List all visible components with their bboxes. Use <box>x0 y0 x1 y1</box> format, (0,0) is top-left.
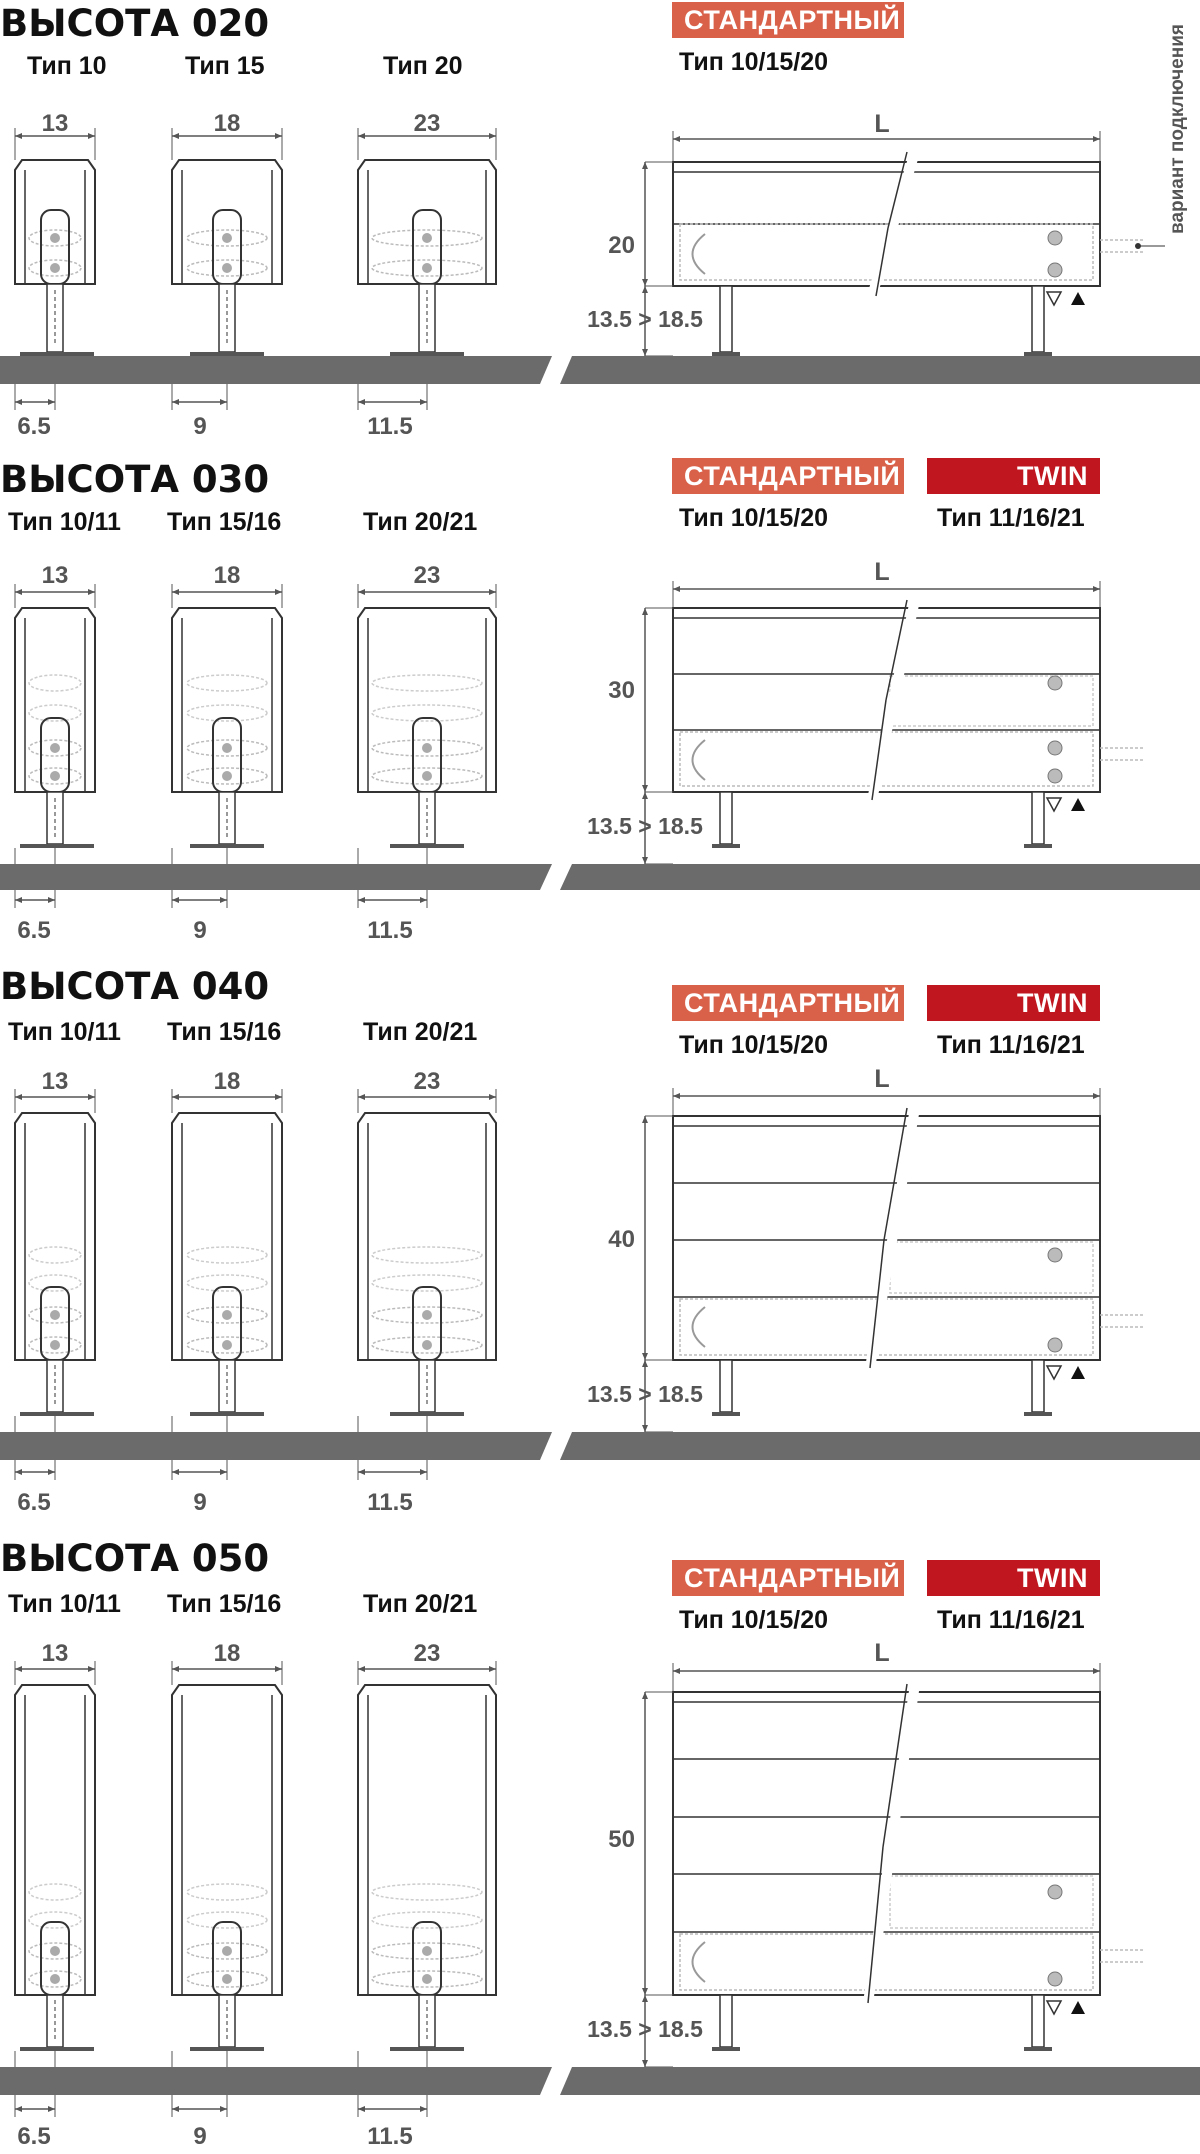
type-label-1: Тип 10/11 <box>8 1018 121 1046</box>
standard-badge: СТАНДАРТНЫЙ <box>672 985 904 1021</box>
type-label-2: Тип 15 <box>185 52 265 80</box>
leg-height-dim-label: 13.5 > 18.5 <box>587 813 703 839</box>
standard-badge: СТАНДАРТНЫЙ <box>672 1560 904 1596</box>
type-label-1: Тип 10/11 <box>8 508 121 536</box>
type-label-3: Тип 20 <box>383 52 463 80</box>
offset-dim-label: 9 <box>193 413 207 440</box>
section-title: ВЫСОТА 030 <box>0 458 270 501</box>
section-title: ВЫСОТА 040 <box>0 965 270 1008</box>
connection-variant-label: вариант подключения <box>1167 24 1188 234</box>
offset-dim-label: 6.5 <box>17 1489 51 1516</box>
offset-dim-label: 9 <box>193 917 207 944</box>
width-dim-label: 23 <box>413 110 441 137</box>
section-height-050 <box>0 1537 1200 2154</box>
offset-dim-label: 11.5 <box>367 2123 413 2150</box>
type-label-3: Тип 20/21 <box>363 508 478 536</box>
standard-types: Тип 10/15/20 <box>679 1606 829 1634</box>
standard-types: Тип 10/15/20 <box>679 504 829 532</box>
width-dim-label: 18 <box>213 110 241 137</box>
section-drawing <box>0 0 1200 440</box>
leg-height-dim-label: 13.5 > 18.5 <box>587 1381 703 1407</box>
twin-badge: TWIN <box>927 985 1100 1021</box>
type-label-1: Тип 10/11 <box>8 1590 121 1618</box>
floor-right <box>560 356 1200 384</box>
length-dim-label: L <box>874 558 890 586</box>
floor-right <box>560 864 1200 890</box>
width-dim-label: 23 <box>413 1640 441 1667</box>
offset-dim-label: 6.5 <box>17 917 51 944</box>
section-title: ВЫСОТА 050 <box>0 1537 270 1580</box>
offset-dim-label: 11.5 <box>367 1489 413 1516</box>
leg-height-dim-label: 13.5 > 18.5 <box>587 306 703 332</box>
cross-section-type-3 <box>358 110 496 440</box>
height-dim-label: 20 <box>608 232 635 259</box>
offset-dim-label: 9 <box>193 1489 207 1516</box>
width-dim-label: 13 <box>41 562 69 589</box>
twin-types: Тип 11/16/21 <box>937 1031 1085 1059</box>
floor-right <box>560 2067 1200 2095</box>
height-dim-label: 50 <box>608 1826 635 1853</box>
floor-left <box>0 864 552 890</box>
section-title: ВЫСОТА 020 <box>0 2 270 45</box>
height-dim-label: 40 <box>608 1226 635 1253</box>
height-dim-label: 30 <box>608 677 635 704</box>
length-dim-label: L <box>874 1065 890 1093</box>
section-drawing <box>0 965 1200 1525</box>
cross-section-type-1 <box>15 110 95 440</box>
width-dim-label: 18 <box>213 1640 241 1667</box>
offset-dim-label: 6.5 <box>17 413 51 440</box>
front-view <box>587 110 1165 356</box>
section-height-040 <box>0 965 1200 1525</box>
offset-dim-label: 6.5 <box>17 2123 51 2150</box>
twin-badge: TWIN <box>927 458 1100 494</box>
type-label-3: Тип 20/21 <box>363 1018 478 1046</box>
width-dim-label: 23 <box>413 1068 441 1095</box>
width-dim-label: 18 <box>213 562 241 589</box>
twin-types: Тип 11/16/21 <box>937 504 1085 532</box>
type-label-1: Тип 10 <box>27 52 107 80</box>
type-label-2: Тип 15/16 <box>167 1018 282 1046</box>
offset-dim-label: 9 <box>193 2123 207 2150</box>
leg-height-dim-label: 13.5 > 18.5 <box>587 2016 703 2042</box>
front-view <box>587 1639 1145 2067</box>
offset-dim-label: 11.5 <box>367 413 413 440</box>
section-drawing <box>0 1537 1200 2154</box>
type-label-2: Тип 15/16 <box>167 1590 282 1618</box>
twin-types: Тип 11/16/21 <box>937 1606 1085 1634</box>
length-dim-label: L <box>874 1639 890 1667</box>
floor-left <box>0 2067 552 2095</box>
front-view <box>587 1065 1145 1432</box>
width-dim-label: 18 <box>213 1068 241 1095</box>
offset-dim-label: 11.5 <box>367 917 413 944</box>
standard-types: Тип 10/15/20 <box>679 48 829 76</box>
standard-badge: СТАНДАРТНЫЙ <box>672 458 904 494</box>
floor-right <box>560 1432 1200 1460</box>
twin-badge: TWIN <box>927 1560 1100 1596</box>
section-height-030 <box>0 458 1200 958</box>
type-label-3: Тип 20/21 <box>363 1590 478 1618</box>
width-dim-label: 13 <box>41 1640 69 1667</box>
section-drawing <box>0 458 1200 958</box>
floor-left <box>0 1432 552 1460</box>
cross-section-type-2 <box>172 110 282 440</box>
floor-left <box>0 356 552 384</box>
width-dim-label: 13 <box>41 1068 69 1095</box>
section-height-020 <box>0 0 1200 440</box>
width-dim-label: 13 <box>41 110 69 137</box>
length-dim-label: L <box>874 110 890 138</box>
standard-types: Тип 10/15/20 <box>679 1031 829 1059</box>
width-dim-label: 23 <box>413 562 441 589</box>
front-view <box>587 558 1145 864</box>
type-label-2: Тип 15/16 <box>167 508 282 536</box>
standard-badge: СТАНДАРТНЫЙ <box>672 2 904 38</box>
